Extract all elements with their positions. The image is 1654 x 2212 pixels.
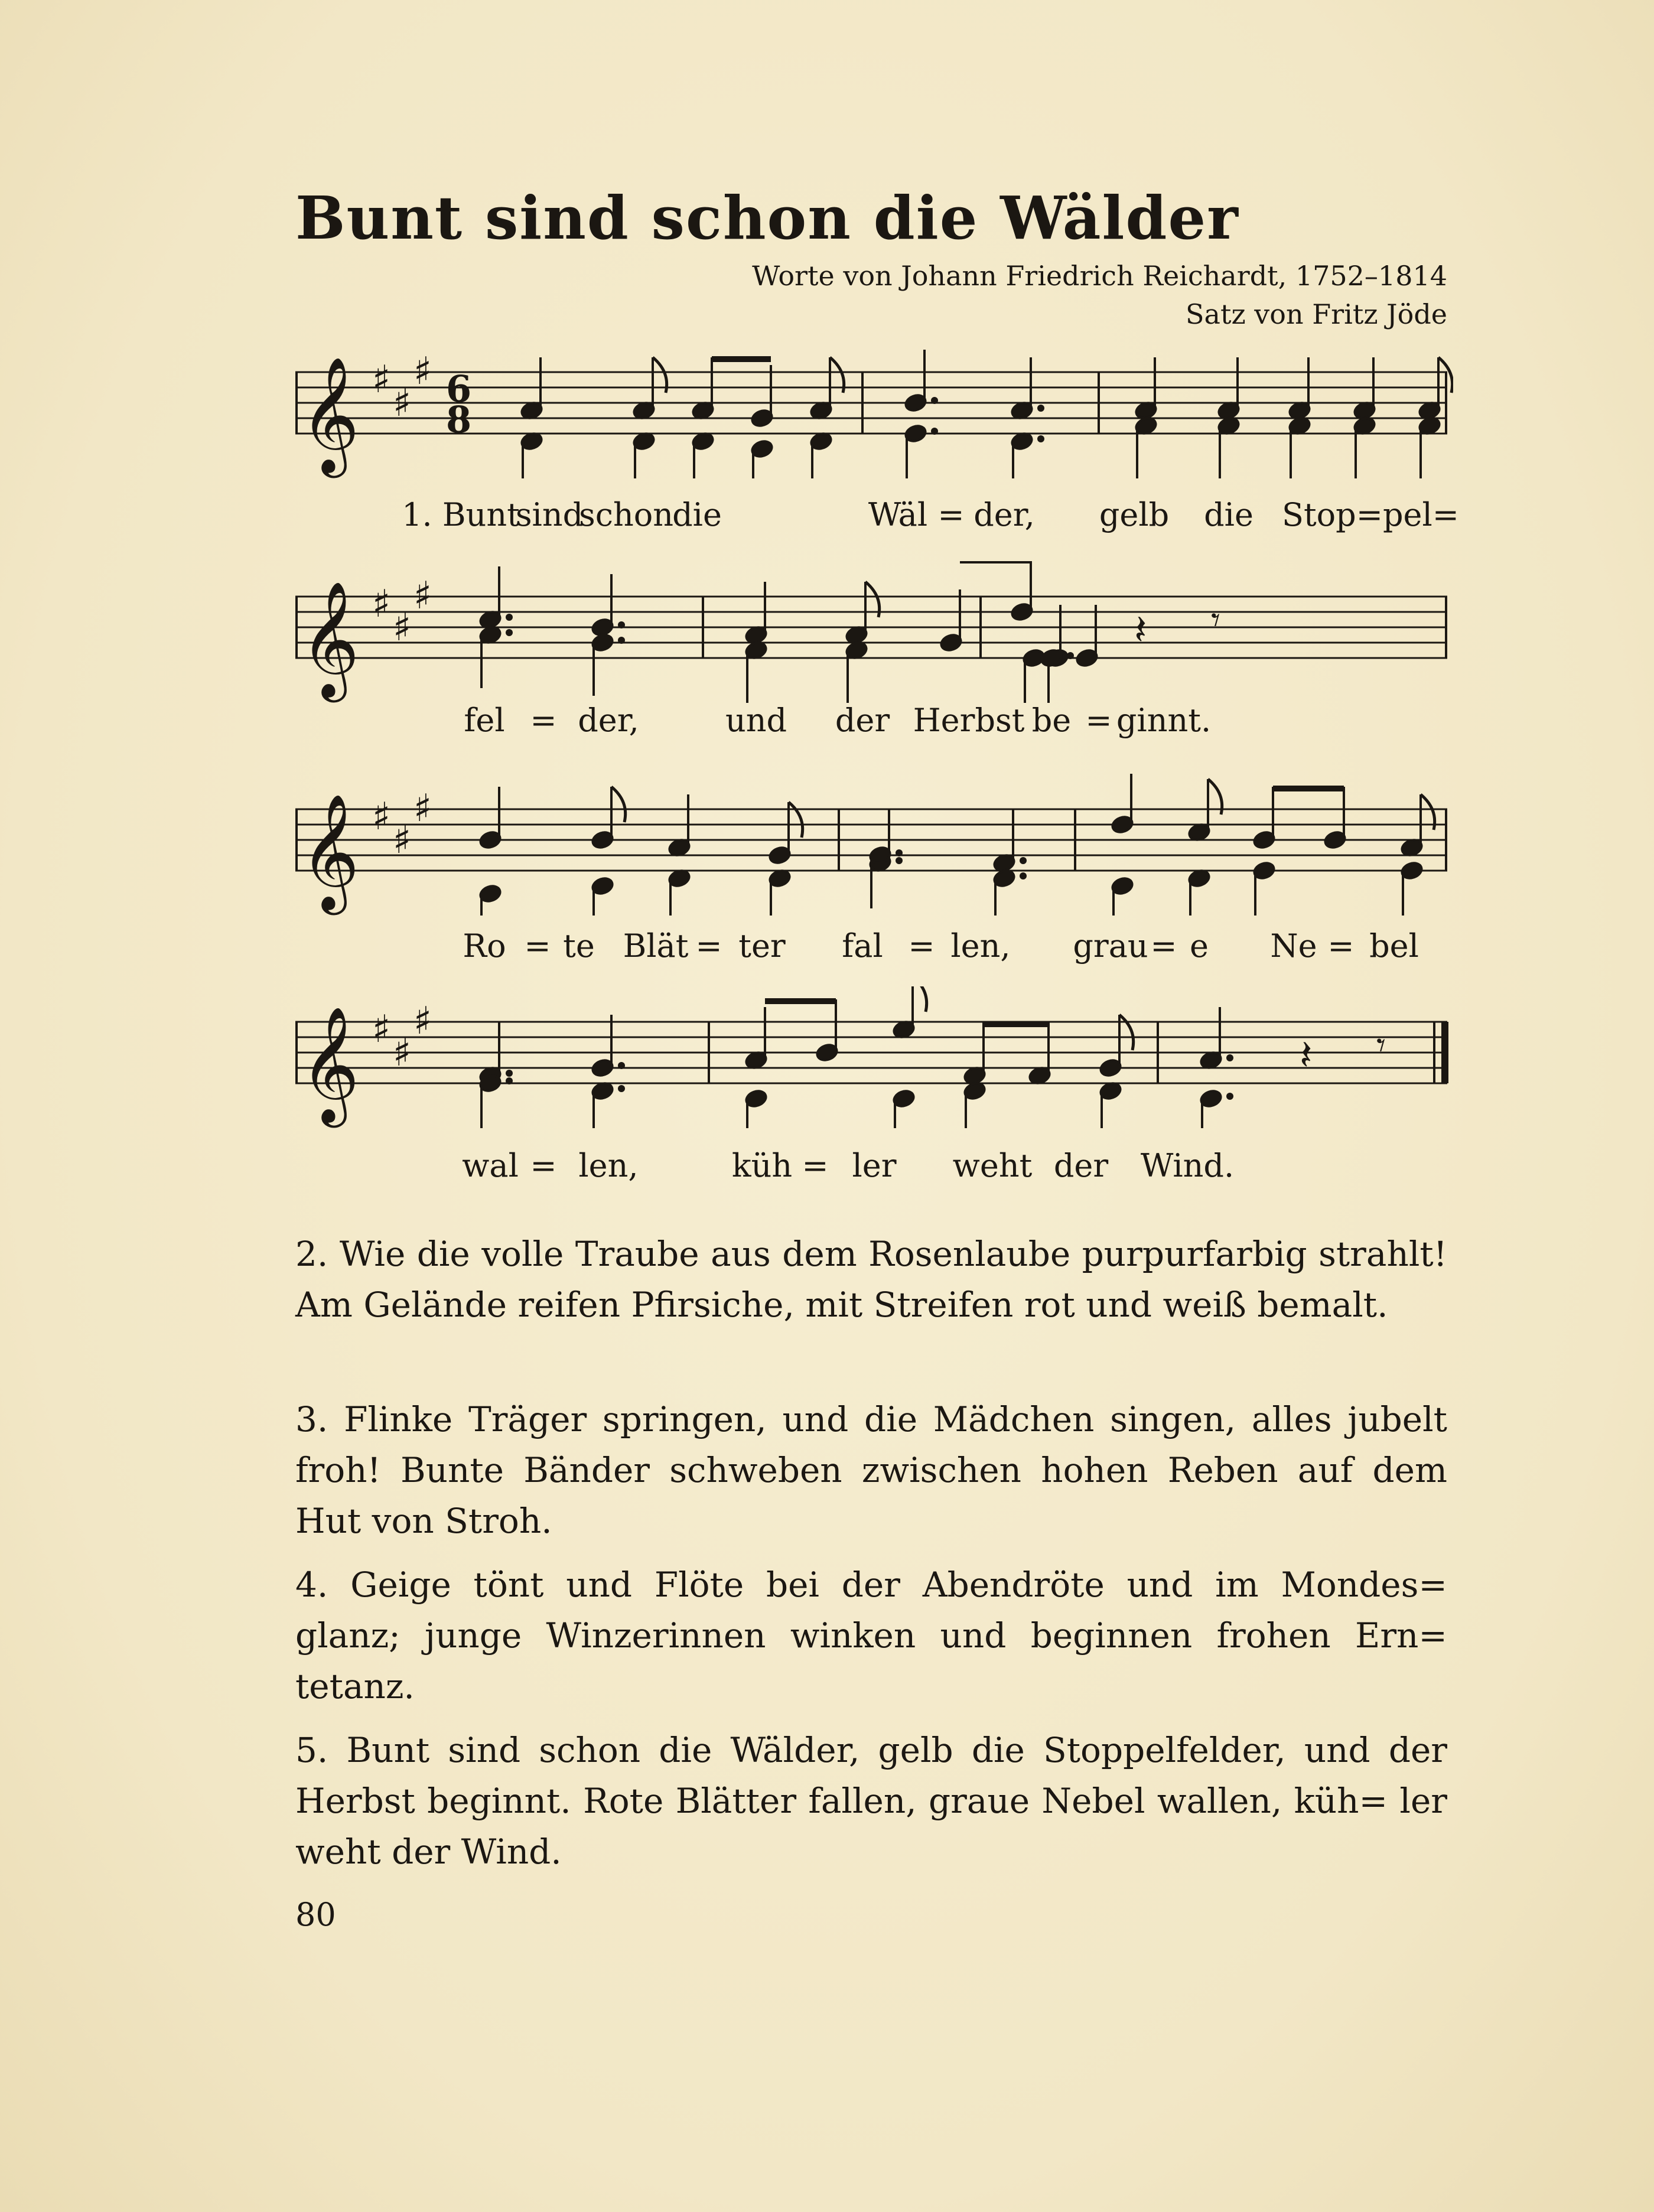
note-dot: [1226, 1054, 1233, 1061]
sharp-icon: ♯: [393, 1031, 411, 1075]
lyric-syllable: Ro: [463, 927, 506, 965]
lyric-syllable: fel: [464, 702, 505, 739]
treble-clef-icon: 𝄞: [300, 356, 360, 473]
sharp-icon: ♯: [414, 574, 432, 618]
lyric-syllable: gelb: [1099, 496, 1170, 533]
lyric-syllable: die: [1204, 496, 1253, 533]
final-barline: [1441, 1022, 1448, 1083]
credit-words: Worte von Johann Friedrich Reichardt, 1752–1814: [752, 260, 1447, 292]
quarter-rest-icon: 𝄽: [1300, 1031, 1313, 1079]
lyric-hyphen: =: [695, 927, 722, 965]
page-number: 80: [295, 1896, 336, 1933]
sharp-icon: ♯: [414, 999, 432, 1043]
note-dot: [1037, 435, 1044, 442]
sharp-icon: ♯: [393, 382, 411, 425]
sharp-icon: ♯: [414, 787, 432, 830]
note-dot: [896, 849, 903, 856]
lyric-syllable: len,: [950, 927, 1011, 965]
lyric-syllable: der: [1053, 1147, 1109, 1184]
quarter-rest-icon: 𝄽: [1134, 605, 1147, 654]
sharp-icon: ♯: [372, 1008, 390, 1051]
lyric-syllable: te: [563, 927, 595, 965]
note-dot: [618, 1062, 625, 1069]
lyric-syllable: Stop=pel=: [1281, 496, 1460, 533]
note-dot: [506, 1070, 513, 1077]
lyric-hyphen: =: [802, 1147, 829, 1184]
lyric-syllable: bel: [1369, 927, 1419, 965]
note-beam: [1273, 786, 1344, 791]
staff-system-4: [295, 986, 1453, 1193]
lyric-syllable: küh: [731, 1147, 793, 1184]
treble-clef-icon: 𝄞: [300, 1006, 360, 1123]
lyric-syllable: ginnt.: [1116, 702, 1212, 739]
lyric-syllable: weht: [952, 1147, 1033, 1184]
time-signature-numerator: 6: [446, 367, 472, 411]
note-dot: [618, 621, 625, 628]
eighth-rest-icon: 𝄾: [1211, 600, 1220, 641]
lyric-syllable: schon: [578, 496, 674, 533]
lyric-syllable: Wind.: [1140, 1147, 1235, 1184]
sharp-icon: ♯: [393, 819, 411, 862]
song-title: Bunt sind schon die Wälder: [295, 183, 1239, 253]
lyric-hyphen: =: [1150, 927, 1177, 965]
lyric-syllable: wal: [462, 1147, 519, 1184]
verse-2: 2. Wie die volle Traube aus dem Rosenlaube purpurfarbig strahlt! Am Gelände reifen Pfirsiche, mit Streifen rot und weiß bemalt.: [295, 1234, 1447, 1325]
note-dot: [931, 428, 938, 435]
note-dot: [618, 637, 625, 644]
lyric-syllable: der: [835, 702, 890, 739]
staff-system-1: [295, 337, 1460, 537]
credit-setting: Satz von Fritz Jöde: [1186, 298, 1447, 330]
treble-clef-icon: 𝄞: [300, 793, 360, 910]
lyric-syllable: die: [672, 496, 722, 533]
note-dot: [618, 1085, 625, 1092]
staff-system-3: [295, 774, 1453, 975]
lyric-syllable: der,: [578, 702, 639, 739]
lyric-hyphen: =: [524, 927, 551, 965]
staff-3: [295, 774, 1453, 916]
note-dot: [506, 629, 513, 636]
lyric-syllable: Ne: [1270, 927, 1317, 965]
note-dot: [1226, 1093, 1233, 1100]
staff-2: [295, 561, 1453, 703]
verse-3: 3. Flinke Träger springen, und die Mädchen singen, alles jubelt froh! Bunte Bänder schweben zwischen hohen Reben auf dem Hut von Stroh.: [295, 1399, 1447, 1541]
note-dot: [1067, 652, 1074, 659]
note-dot: [1020, 857, 1027, 864]
lyric-syllable: 1. Bunt: [402, 496, 520, 533]
lyric-hyphen: =: [908, 927, 935, 965]
verse-4: 4. Geige tönt und Flöte bei der Abendröte und im Mondes= glanz; junge Winzerinnen winken und beginnen frohen Ern= tetanz.: [295, 1565, 1447, 1706]
note-beam: [765, 998, 836, 1004]
lyric-syllable: grau: [1073, 927, 1148, 965]
lyric-syllable: ter: [738, 927, 786, 965]
lyric-hyphen: =: [530, 702, 557, 739]
lyric-syllable: len,: [578, 1147, 639, 1184]
staff-system-2: [295, 561, 1453, 756]
note-flag: [913, 986, 927, 1012]
treble-clef-icon: 𝄞: [300, 581, 360, 698]
note-dot: [1020, 872, 1027, 879]
sharp-icon: ♯: [372, 358, 390, 402]
staff-4: [295, 986, 1453, 1128]
lyric-syllable: Wäl: [868, 496, 928, 533]
verse-5: 5. Bunt sind schon die Wälder, gelb die Stoppelfelder, und der Herbst beginnt. Rote Blätter fallen, graue Nebel wallen, küh= ler weht der Wind.: [295, 1730, 1447, 1872]
note-dot: [506, 614, 513, 621]
lyric-syllable: Blät: [623, 927, 689, 965]
note-flag: [611, 787, 626, 822]
note-beam: [984, 1021, 1049, 1027]
lyric-syllable: und: [725, 702, 787, 739]
sharp-icon: ♯: [372, 582, 390, 626]
lyric-hyphen: =: [530, 1147, 557, 1184]
lyric-syllable: fal: [842, 927, 883, 965]
sharp-icon: ♯: [414, 350, 432, 393]
lyric-hyphen: =: [1085, 702, 1112, 739]
sharp-icon: ♯: [393, 606, 411, 650]
note-dot: [896, 857, 903, 864]
lyric-syllable: Herbst: [913, 702, 1025, 739]
note-dot: [1037, 405, 1044, 412]
lyric-hyphen: =: [1327, 927, 1355, 965]
sharp-icon: ♯: [372, 795, 390, 839]
note-flag: [1119, 1015, 1134, 1050]
note-dot: [931, 397, 938, 404]
lyric-syllable: ler: [852, 1147, 897, 1184]
lyric-syllable: sind: [515, 496, 584, 533]
note-flag: [789, 802, 803, 838]
staff-1: [295, 337, 1453, 478]
time-signature-denominator: 8: [446, 398, 472, 441]
lyric-syllable: der,: [973, 496, 1035, 533]
eighth-rest-icon: 𝄾: [1376, 1025, 1386, 1066]
lyric-syllable: be: [1031, 702, 1072, 739]
note-beam: [712, 356, 771, 362]
note-beam: [960, 561, 1031, 563]
note-dot: [506, 1077, 513, 1084]
lyric-hyphen: =: [937, 496, 965, 533]
lyric-syllable: e: [1190, 927, 1209, 965]
